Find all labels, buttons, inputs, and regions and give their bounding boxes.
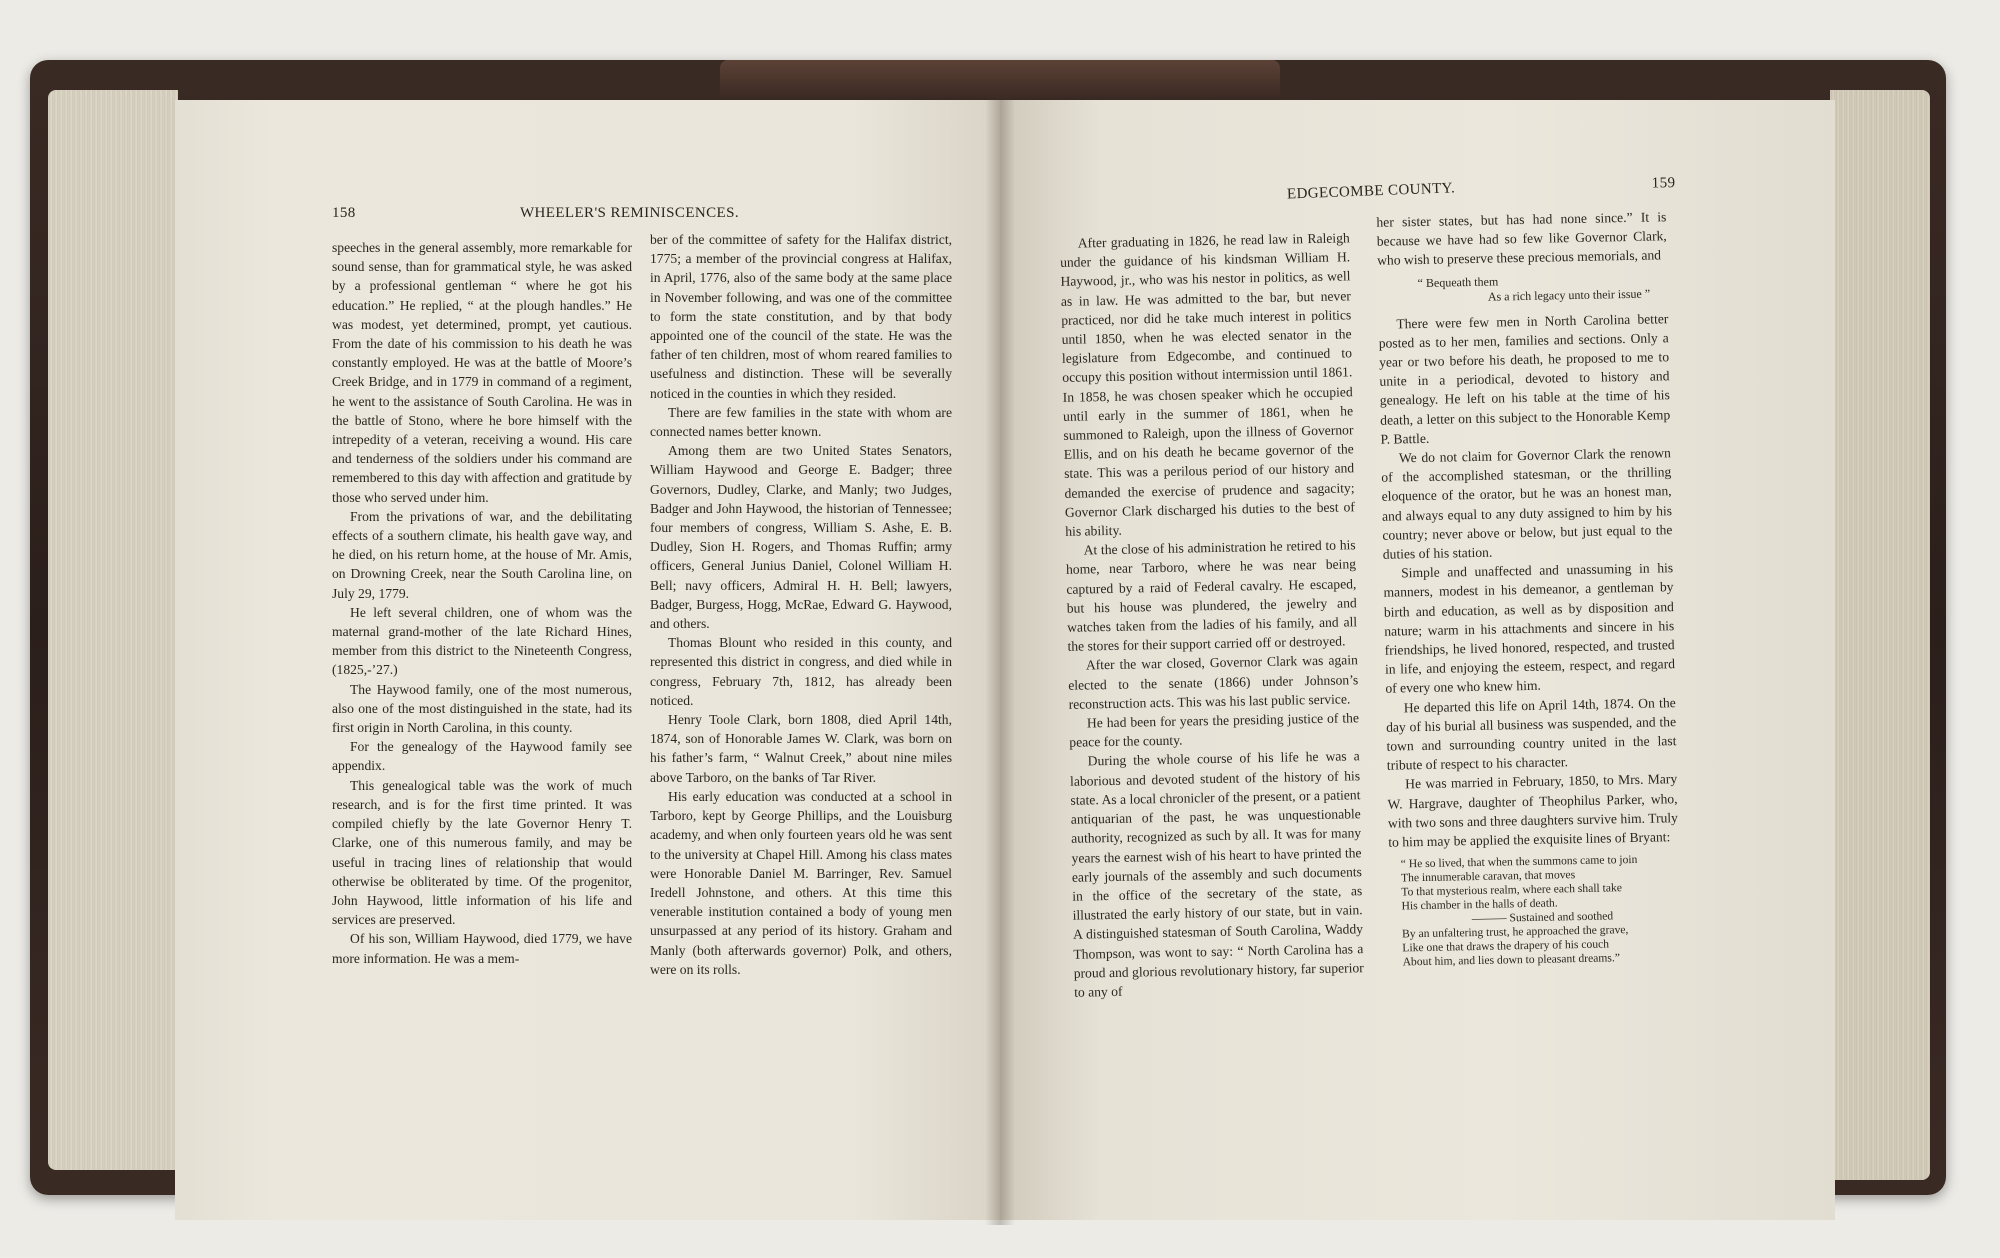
poem-line: About him, and lies down to pleasant dreams.” [1402,951,1621,969]
spine-wear [720,60,1280,98]
poem-line: Like one that draws the drapery of his couch [1402,937,1610,955]
paragraph: speeches in the general assembly, more remarkable for sound sense, than for grammatical style, he was asked by a professional gentleman “ where he got his education.” He replied, “ at the plough handles.” He was modest, yet determined, prompt, yet cautious. From the date of his commission to his death he was constantly employed. He was at the battle of Moore’s Creek Bridge, and in 1779 in command of a regiment, he went to the assistance of South Carolina. He was in the battle of Stono, where he bore himself with the intrepedity of a veteran, receiving a wound. His care and tenderness of the soldiers under his command are remembered to this day with affection and gratitude by those who served under him. [332,240,632,505]
paragraph: During the whole course of his life he was a laborious and devoted student of the history of his state. As a local chronicler of the present, or a patient antiquarian of the past, he was unquestionable authority, recognized as such by all. It was for many years the earnest wish of his heart to have printed the early journals of the assembly and such documents in the office of the secretary of the state, as illustrated the early history of our state, but in vain. A distinguished statesman of South Carolina, Waddy Thompson, was wont to say: “ North Carolina has a proud and glorious revolutionary history, far superior to any of [1069,748,1364,1000]
paragraph: her sister states, but has had none since.” It is because we have had so few like Governor Clark, who wish to preserve these precious memorials, and [1376,209,1667,269]
paragraph: His early education was conducted at a school in Tarboro, kept by George Phillips, and the Louisburg academy, and when only fourteen years old he was sent to the university at Chapel Hill. Among his class mates were Honorable Daniel M. Barringer, Rev. Samuel Iredell Johnstone, and others. At this time this venerable institution contained a body of young men unsurpassed at any period of its history. Graham and Manly (both afterwards governor) Polk, and others, were on its rolls. [650,788,952,977]
page-number-left: 158 [332,205,356,221]
paragraph: ber of the committee of safety for the Halifax district, 1775; a member of the provincial congress at Halifax, in April, 1776, also of the same body at the same place in November following, and was one of the committee to form the state constitution, and by that body appointed one of the council of the state. He was the father of ten children, most of whom reared families to usefulness and distinction. These will be severally noticed in the counties in which they resided. [650,232,952,401]
paragraph: There are few families in the state with whom are connected names better known. [650,404,952,440]
paragraph: This genealogical table was the work of much research, and is for the first time printed. It was compiled chiefly by the late Governor Henry T. Clarke, one of this numerous family, and may be useful in tracing lines of relationship that would otherwise be obliterated by time. Of the progenitor, John Haywood, little information of his life and services are preserved. [332,777,632,928]
paragraph: For the genealogy of the Haywood family see appendix. [332,739,632,774]
paragraph: He had been for years the presiding justice of the peace for the county. [1069,710,1360,751]
paragraph: We do not claim for Governor Clark the renown of the accomplished statesman, or the thrilling eloquence of the orator, but he was an honest man, and always equal to any duty assigned to him by his country; never above or below, but just equal to the duties of his station. [1381,445,1673,562]
paragraph: The Haywood family, one of the most numerous, also one of the most distinguished in the state, had its first origin in North Carolina, in this county. [332,681,632,736]
poem-line: His chamber in the halls of death. [1401,896,1558,913]
page-edges-left [48,90,178,1170]
book-gutter [985,95,1015,1225]
running-head-left: WHEELER'S REMINISCENCES. [520,205,739,221]
paragraph: He departed this life on April 14th, 1874. On the day of his burial all business was suspended, and the town and surrounding country united in the last tribute of respect to his character. [1385,694,1677,773]
paragraph: Simple and unaffected and unassuming in his manners, modest in his demeanor, a gentleman by birth and education, as well as by disposition and nature; warm in his attachments and sincere in his friendships, he lived honored, respected, and trusted in life, and enjoying the esteem, respect, and regard of every one who knew him. [1383,560,1676,697]
quotation [1417,271,1668,306]
poem-line: “ He so lived, that when the summons came to join [1400,853,1638,871]
quotation-line: “ Bequeath them [1417,274,1499,290]
quotation-line: As a rich legacy unto their issue ” [1487,286,1651,304]
paragraph: At the close of his administration he retired to his home, near Tarboro, where he was near being captured by a raid of Federal cavalry. He escaped, but his house was plundered, the jewelry and watches taken from the ladies of his family, and all the stores for their support carried off or destroyed. [1065,537,1358,655]
left-column-2 [650,230,952,979]
paragraph: Henry Toole Clark, born 1808, died April 14th, 1874, son of Honorable James W. Clark, was born on his father’s farm, “ Walnut Creek,” about nine miles above Tarboro, on the banks of Tar River. [650,712,952,785]
paragraph: Among them are two United States Senators, William Haywood and George E. Badger; three Governors, Dudley, Clarke, and Manly; two Judges, Badger and John Haywood, the historian of Tennessee; four members of congress, William S. Ashe, E. B. Dudley, Sion H. Rogers, and Thomas Ruffin; army officers, General Junius Daniel, Colonel William H. Bell; navy officers, Admiral H. H. Bell; lawyers, Badger, Burgess, Hogg, McRae, Edward G. Haywood, and others. [650,443,952,632]
right-column-1 [1060,228,1365,1002]
poem-line: To that mysterious realm, where each shall take [1401,881,1623,899]
poem-line: The innumerable caravan, that moves [1400,868,1576,885]
page-number-right: 159 [1651,175,1676,192]
running-head-right: EDGECOMBE COUNTY. [1286,180,1456,203]
paragraph: From the privations of war, and the debilitating effects of a southern climate, his health gave way, and he died, on his return home, at the house of Mr. Amis, on Drowning Creek, near the South Carolina line, on July 29, 1779. [332,508,632,601]
right-page [1000,100,1835,1220]
left-page [175,100,1000,1220]
paragraph: There were few men in North Carolina better posted as to her men, families and sections. Only a year or two before his death, he proposed to me to unite in a periodical, devoted to history and genealogy. He left on his table at the time of his death, a letter on this subject to the Honorable Kemp P. Battle. [1378,310,1671,447]
paragraph: After graduating in 1826, he read law in Raleigh under the guidance of his kindsman William H. Haywood, jr., who was his nestor in politics, as well as in law. He was admitted to the bar, but never practiced, nor did he take much interest in politics until 1850, when he was elected senator in the legislature from Edgecombe, and continued to occupy this position without intermission until 1861. In 1858, he was chosen speaker which he occupied until early in the summer of 1861, when he summoned to Raleigh, upon the illness of Governor Ellis, and on his death he became governor of the state. This was a perilous period of our history and demanded the exercise of prudence and sagacity; Governor Clark discharged his duties to the best of his ability. [1059,230,1356,539]
paragraph: After the war closed, Governor Clark was again elected to the senate (1866) under Johnson’s reconstruction acts. This was his last public service. [1068,652,1359,712]
page-edges-right [1830,90,1930,1180]
paragraph: Thomas Blount who resided in this county, and represented this district in congress, and died while in congress, February 7th, 1812, has already been noticed. [650,635,952,708]
paragraph: He left several children, one of whom was the maternal grand-mother of the late Richard Hines, member from this district to the Nineteenth Congress, (1825,-’27.) [332,604,632,678]
paragraph: Of his son, William Haywood, died 1779, we have more information. He was a mem- [332,931,632,966]
bryant-poem [1401,852,1681,969]
poem-line: By an unfaltering trust, he approached the grave, [1401,923,1629,941]
right-column-2 [1376,207,1681,978]
left-column-1 [332,238,632,968]
poem-line: ——— Sustained and soothed [1471,909,1614,926]
paragraph: He was married in February, 1850, to Mrs. Mary W. Hargrave, daughter of Theophilus Parker, who, with two sons and three daughters survive him. Truly to him may be applied the exquisite lines of Bryant: [1387,771,1679,850]
